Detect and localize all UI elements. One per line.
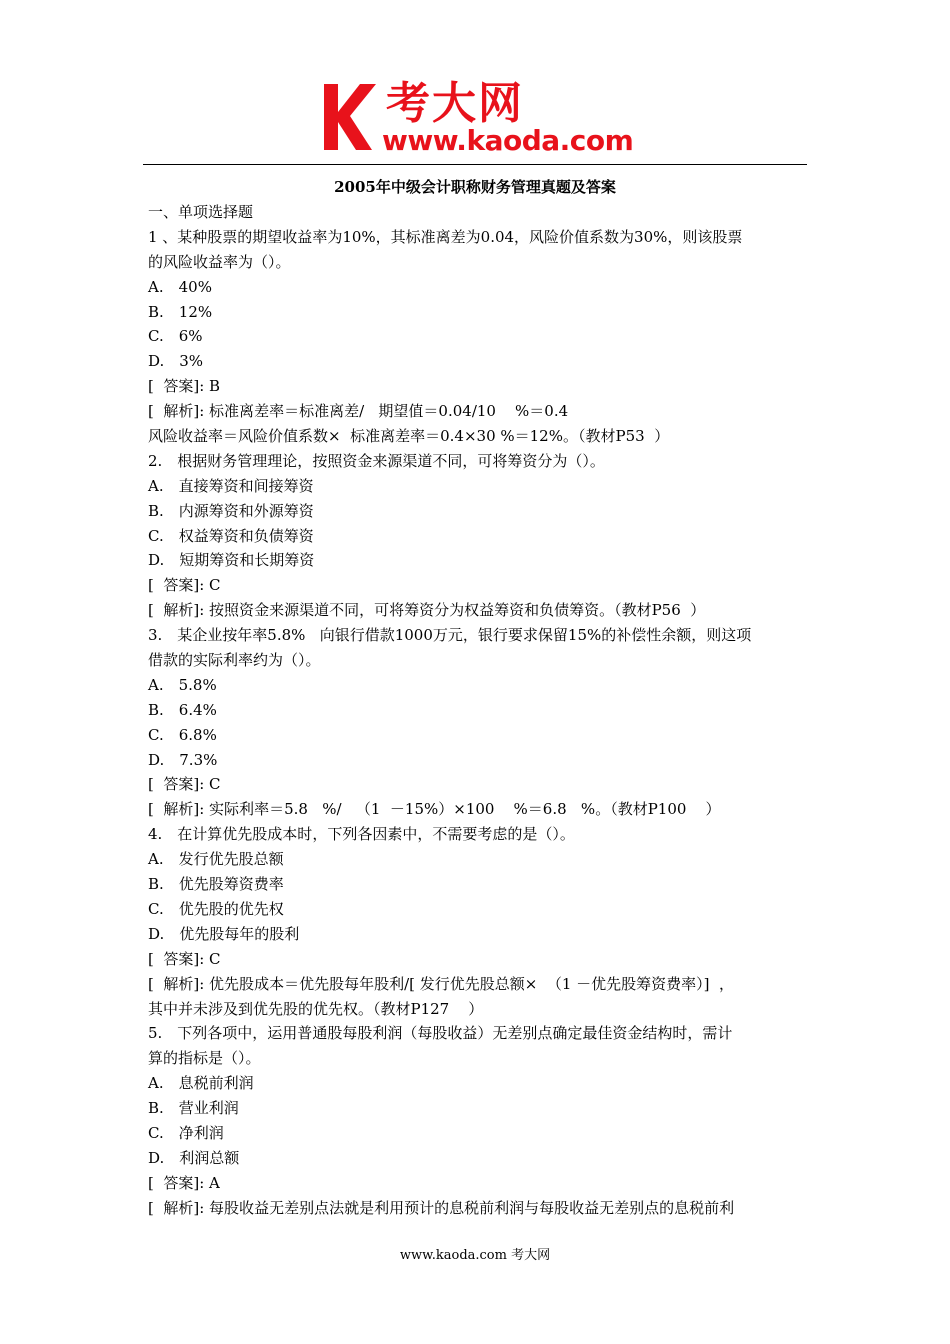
logo-k-mark-icon — [320, 82, 380, 152]
text-line: A. 息税前利润 — [148, 1074, 254, 1093]
header-divider — [143, 164, 807, 165]
text-line: [ 解析]: 实际利率＝5.8 %/ （1 －15%）×100 %＝6.8 %。（教材P100 ） — [148, 800, 721, 819]
text-line: [ 答案]: B — [148, 377, 221, 396]
text-line: A. 直接筹资和间接筹资 — [148, 476, 314, 495]
text-line: 风险收益率＝风险价值系数× 标准离差率＝0.4×30 %＝12%。（教材P53 ） — [148, 427, 670, 446]
text-line: 4. 在计算优先股成本时，下列各因素中，不需要考虑的是（）。 — [148, 825, 575, 844]
logo-name-cn: 考大网 — [386, 78, 524, 129]
text-line: [ 解析]: 按照资金来源渠道不同，可将筹资分为权益筹资和负债筹资。（教材P56 ） — [148, 601, 706, 620]
text-line: [ 答案]: C — [148, 775, 221, 794]
text-line: 一、单项选择题 — [148, 203, 254, 221]
text-line: [ 解析]: 每股收益无差别点法就是利用预计的息税前利润与每股收益无差别点的息税前利 — [148, 1198, 735, 1217]
text-line: B. 优先股筹资费率 — [148, 875, 284, 894]
text-line: [ 答案]: C — [148, 576, 221, 595]
text-line: C. 6% — [148, 327, 203, 346]
text-line: C. 净利润 — [148, 1123, 224, 1142]
text-line: [ 解析]: 标准离差率＝标准离差/ 期望值＝0.04/10 %＝0.4 — [148, 402, 569, 421]
text-line: C. 6.8% — [148, 725, 217, 744]
text-line: D. 短期筹资和长期筹资 — [148, 551, 315, 570]
text-line: B. 6.4% — [148, 700, 217, 719]
text-line: [ 答案]: C — [148, 949, 221, 968]
text-line: A. 40% — [148, 277, 212, 296]
text-line: 借款的实际利率约为（）。 — [148, 651, 321, 670]
page-footer: www.kaoda.com 考大网 — [399, 1248, 551, 1263]
kaoda-logo — [320, 80, 640, 160]
text-line: C. 权益筹资和负债筹资 — [148, 526, 314, 545]
text-line: 其中并未涉及到优先股的优先权。（教材P127 ） — [148, 999, 484, 1018]
document-body — [148, 200, 808, 1221]
text-line: B. 12% — [148, 302, 213, 321]
text-line: C. 优先股的优先权 — [148, 899, 284, 918]
text-line: D. 3% — [148, 352, 204, 371]
text-line: 3. 某企业按年率5.8% 向银行借款1000万元，银行要求保留15%的补偿性余额，则这项 — [148, 626, 752, 645]
text-line: 的风险收益率为（）。 — [148, 252, 291, 271]
text-line: [ 答案]: A — [148, 1173, 220, 1192]
text-line: 1 、某种股票的期望收益率为10%，其标准离差为0.04，风险价值系数为30%，则该股票 — [148, 227, 743, 246]
text-line: D. 7.3% — [148, 750, 218, 769]
text-line: A. 发行优先股总额 — [148, 850, 284, 869]
text-line: 算的指标是（）。 — [148, 1049, 261, 1068]
text-line: [ 解析]: 优先股成本＝优先股每年股利/[ 发行优先股总额× （1 －优先股筹资费率）] ， — [148, 974, 735, 993]
document-title: 2005年中级会计职称财务管理真题及答案 — [334, 178, 616, 196]
text-line: A. 5.8% — [148, 675, 217, 694]
text-line: D. 优先股每年的股利 — [148, 924, 300, 943]
text-line: 2. 根据财务管理理论，按照资金来源渠道不同，可将筹资分为（）。 — [148, 451, 605, 470]
text-line: B. 内源筹资和外源筹资 — [148, 501, 314, 520]
text-line: B. 营业利润 — [148, 1099, 239, 1118]
logo-url: www.kaoda.com — [382, 124, 634, 157]
text-line: 5. 下列各项中，运用普通股每股利润（每股收益）无差别点确定最佳资金结构时，需计 — [148, 1024, 733, 1043]
text-line: D. 利润总额 — [148, 1148, 240, 1167]
